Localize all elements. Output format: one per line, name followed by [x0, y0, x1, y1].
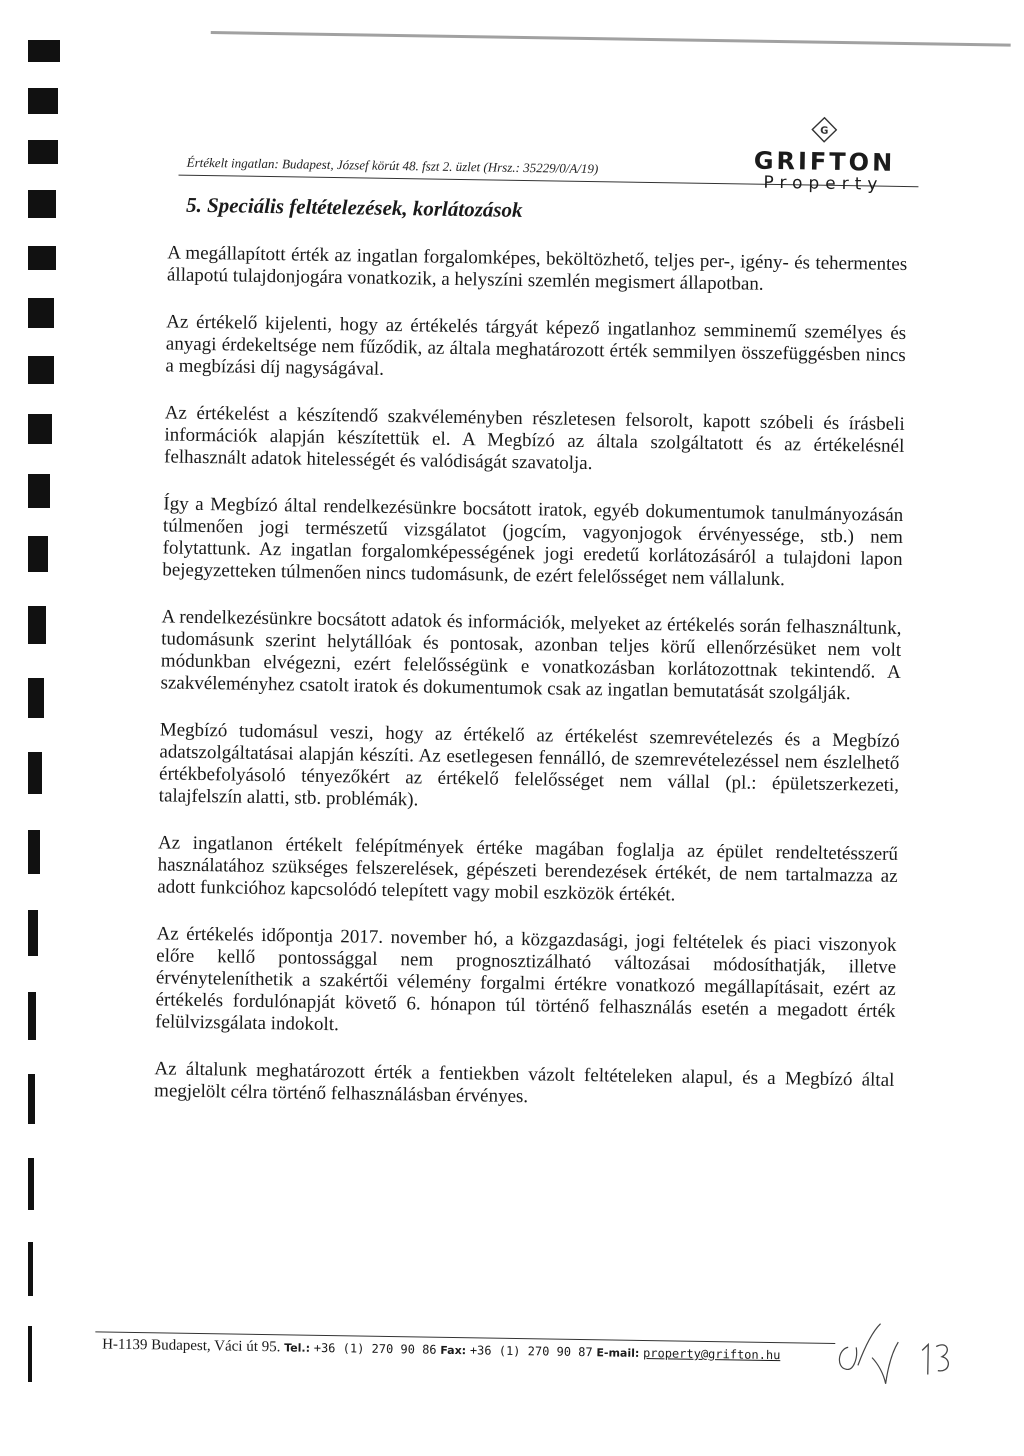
svg-text:G: G	[820, 125, 829, 137]
email-link[interactable]: property@grifton.hu	[642, 1346, 781, 1363]
logo-name: GRIFTON	[753, 146, 896, 177]
tel-value: +36 (1) 270 90 86	[313, 1340, 437, 1357]
grifton-logo	[753, 116, 894, 195]
email-label: E-mail:	[596, 1346, 640, 1360]
paragraph: Az ingatlanon értékelt felépítmények értéke magában foglalja az épület rendeltetésszerű használatához szükséges felszerelések, gépészeti berendezések értékét, de nem tartalmazza az adott funkcióhoz kapcsolódó telepített vagy mobil eszközök értékét.	[157, 832, 899, 906]
fax-label: Fax:	[440, 1343, 467, 1358]
handwritten-page-number	[916, 1336, 957, 1387]
logo-subtitle: Property	[763, 172, 884, 195]
paragraph: Az értékelés időpontja 2017. november hó, a közgazdasági, jogi feltételek és piaci viszonyok előre kellő pontossággal nem prognosztizálható változásai módosíthatják, illetve érvényteleníthetik a szakértői vélemény forgalmi értékre vonatkozó megállapításait, ezért az értékelés fordulónapját követő 6. hónapon túl történő felhasználás esetén a megadott érték felülvizsgálata indokolt.	[155, 923, 897, 1036]
paragraph: Az értékelő kijelenti, hogy az értékelés tárgyát képező ingatlanhoz semminemű személyes és anyagi érdekeltsége nem fűződik, az általa meghatározott érték semmilyen összefüggésben nincs a megbízási díj nagyságával.	[165, 311, 907, 380]
paragraph: Megbízó tudomásul veszi, hogy az értékelő az értékelést szemrevételezés és a Megbízó adatszolgáltatásai alapján készíti. Az esetlegesen fennálló, de szemrevételezéssel nem észlelhető értékbefolyásoló tényezőkért az értékelő felelősséget nem vállal (pl.: épületszerkezeti, talajfelszín alatti, stb. problémák).	[158, 719, 900, 811]
paragraph: A rendelkezésünkre bocsátott adatok és információk, melyeket az értékelés során felhasználtunk, tudomásunk szerint helytállóak és pontosak, azonban teljes körű ellenőrzésüket nem volt módunkban elvégezni, ezért felelősségünk e vonatkozásban korlátozottnak tekintendő. A szakvéleményhez csatolt iratok és dokumentumok csak az ingatlan bemutatását szolgálják.	[160, 606, 902, 705]
scan-edge	[211, 31, 1011, 47]
paragraph: A megállapított érték az ingatlan forgalomképes, beköltözhető, teljes per-, igény- és tehermentes állapotú tulajdonjogára vonatkozik, a helyszíni szemlén megismert állapotban.	[166, 242, 908, 295]
footer-address: H-1139 Budapest, Váci út 95.	[102, 1336, 281, 1356]
fax-value: +36 (1) 270 90 87	[469, 1343, 593, 1360]
handwritten-signature	[828, 1317, 909, 1388]
paragraph: Az értékelést a készítendő szakvéleményben részletesen felsorolt, kapott szóbeli és írásbeli információk alapján készítettük el. A Megbízó az általa szolgáltatott és az értékelésnél felhasznált adatok hitelességét és valódiságát szavatolja.	[163, 402, 905, 475]
grifton-emblem-icon	[811, 117, 837, 143]
property-reference: Értékelt ingatlan: Budapest, József körút 48. fszt 2. üzlet (Hrsz.: 35229/0/A/19)	[186, 154, 599, 177]
section-heading: 5. Speciális feltételezések, korlátozások	[185, 192, 523, 222]
tel-label: Tel.:	[284, 1341, 311, 1355]
paragraph: Az általunk meghatározott érték a fentiekben vázolt feltételeken alapul, és a Megbízó által megjelölt célra történő felhasználásban érvényes.	[153, 1058, 895, 1108]
paragraph: Így a Megbízó által rendelkezésünkre bocsátott iratok, egyéb dokumentumok tanulmányozásán túlmenően jogi természetű vizsgálatot (jogcím, vagyonjogok érvényessége, stb.) nem folytattunk. Az ingatlan forgalomképességének jogi eredetű korlátozásáról a tulajdoni lapon bejegyzetteken túlmenően nincs tudomásunk, de ezért felelősséget nem vállalunk.	[162, 493, 904, 591]
section-body	[154, 242, 908, 1139]
